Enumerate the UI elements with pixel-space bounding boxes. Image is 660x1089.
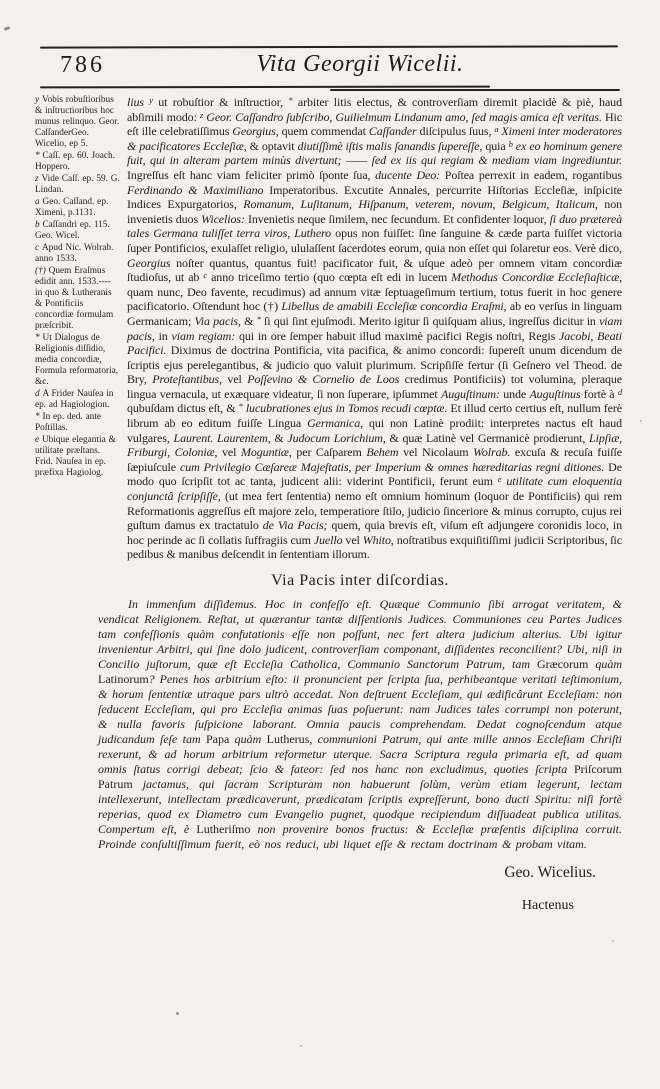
note-text: Caſſ. ep. 60. Joach. Hoppero. bbox=[35, 151, 115, 172]
page-title: Vita Georgii Wicelii. bbox=[256, 51, 464, 77]
note-text: In ep. ded. ante Poſtillas. bbox=[35, 412, 102, 433]
text-segment: Priſcorum Patrum bbox=[98, 762, 622, 791]
note-reference-mark: * bbox=[256, 313, 261, 324]
text-segment: , communioni Patrum, qui ante mille annos Eccleſiam Chriſti rexerunt, & ad horum arbitrium reformetur uterque. Sacra Scriptura regula primaria eſt, ad quam omnis ſtatus corrigi debeat; ſcio & fateor: ſed nos hanc non excludimus, quoties ſcripta bbox=[98, 732, 622, 776]
text-segment: , in bbox=[151, 328, 172, 343]
text-segment: noſter quantus, quantus fuit! pacificator fuit, & uſque adeò per omnem vitam concordiæ ſtudioſus, ut ab bbox=[127, 255, 622, 285]
scan-speckle bbox=[4, 26, 11, 31]
note-reference-mark: e bbox=[497, 474, 502, 485]
note-reference-mark: c bbox=[203, 270, 208, 281]
text-segment: , & bbox=[238, 313, 257, 328]
via-pacis-section bbox=[35, 572, 622, 882]
note-marker: a bbox=[35, 197, 43, 207]
text-segment: Lutherus bbox=[266, 732, 310, 746]
quote-paragraph bbox=[98, 597, 622, 852]
note-marker: (†) bbox=[35, 266, 49, 276]
note-marker: y bbox=[35, 95, 42, 105]
note-marker: * bbox=[35, 412, 43, 422]
text-segment: ? Penes hos arbitrium eſto: ii pronuncient per ſcripta ſua, perhibeantque veritati teſtimonium, & horum ſententiæ utraque pars ultrò accedat. Non deſtruent Eccleſiam, qui ædificârunt Eccleſiam: non ſeducent Eccleſiam, qui pro Eccleſia animas ſuas poſuerunt: nam Judices tales corrumpi non poterunt, & nulla favoris ſuſpicione laborant. Omnia paucis comprehendam. Dedat cognoſcendum atque judicandum ſeſe tam bbox=[98, 672, 622, 746]
text-segment: arbiter litis electus, & controverſiam diremit placidè & piè, haud abſimili modo: bbox=[127, 95, 622, 124]
text-segment: excuſa & recuſa fuiſſe ſæpiuſcule bbox=[127, 445, 622, 474]
text-segment: lius bbox=[127, 95, 150, 109]
text-segment: Behem bbox=[366, 445, 399, 460]
text-segment: lucubrationes ejus in Tomos recudi cœptæ. bbox=[242, 401, 448, 416]
page-number: 786 bbox=[60, 52, 105, 78]
text-segment: , vel bbox=[214, 445, 241, 460]
text-segment: Papa bbox=[206, 732, 230, 746]
note-text: Caſſandri ep. 115. Geo. Wicel. bbox=[35, 220, 110, 241]
text-segment: Wicelios: bbox=[201, 211, 245, 226]
text-segment: Georgius bbox=[232, 124, 276, 139]
text-segment: quia bbox=[482, 138, 509, 153]
main-content bbox=[35, 95, 622, 562]
margin-note bbox=[35, 197, 120, 219]
note-reference-mark: d bbox=[617, 386, 622, 397]
text-segment: non provenire bonos fructus: & Eccleſiæ præſentis diſciplina corruit. Proinde conſultiſſimum fuerit, eò nos reduci, ubi liquet eſſe & rectam doctrinam & probam vitam. bbox=[98, 822, 622, 851]
text-segment: Et illud certo certius eſt, nullum ferè librum ab eo editum fuiſſe Lingua bbox=[127, 401, 623, 431]
text-segment: , & quæ Latinè vel Germanicè prodierunt, bbox=[382, 430, 590, 445]
margin-notes bbox=[35, 95, 127, 480]
text-segment: , per Caſparem bbox=[288, 445, 367, 460]
text-segment: viam pacis bbox=[127, 313, 623, 343]
margin-note bbox=[35, 95, 120, 150]
text-segment: Diximus de doctrina Pontificia, vita pacifica, & animo concordi: ſupereſt unum dicendum de ſcriptis ejus perelegantibus, & judicio quo valuit plurimum. Scripſiſſe fertur (ſi Geſnero vel Theod. de Bry, bbox=[127, 343, 622, 387]
scan-speckle bbox=[176, 1012, 179, 1015]
margin-note bbox=[35, 412, 120, 434]
text-segment: qubuſdam dictus eſt, & bbox=[127, 401, 239, 416]
text-segment: non invenietis duos bbox=[127, 197, 622, 226]
text-segment: Imperatoribus. Excutite Annales, percurrite Hiſtorias Eccleſiæ, inſpicite Indices Expurgatorios, bbox=[127, 182, 622, 212]
text-segment: , & bbox=[267, 430, 288, 445]
text-segment: Georgius bbox=[127, 255, 171, 270]
text-segment: vel bbox=[342, 532, 363, 547]
note-text: Apud Nic. Wolrab. anno 1533. bbox=[35, 243, 114, 264]
note-marker: z bbox=[35, 174, 42, 184]
text-segment: Ximeni inter moderatores & pacificatores Eccleſiæ bbox=[127, 124, 622, 153]
text-segment: unde bbox=[499, 386, 530, 401]
text-segment: vel Nicolaum bbox=[398, 445, 474, 460]
scan-speckle bbox=[640, 420, 642, 422]
note-reference-mark: y bbox=[149, 95, 153, 106]
margin-note bbox=[35, 151, 120, 173]
text-segment: Methodus Concordiæ Eccleſiaſticæ bbox=[451, 270, 620, 285]
text-segment: quem, quia brevis eſt, viſum eſt adjungere coronidis loco, in hoc perinde ac ſi collatis ſuffragiis cum bbox=[127, 518, 622, 547]
text-segment: opus non fuiſſet: ſine ſanguine & cæde parta fuiſſet victoria ſuper Pontificios, exulaſſet religio, ululaſſent ſacerdotes eorum, quia non eſſet qui ſolaretur eos. Verè dico, bbox=[127, 226, 623, 255]
margin-note bbox=[35, 220, 120, 242]
note-text: Geo. Caſſand. ep. Ximeni, p.1131. bbox=[35, 197, 109, 218]
note-marker: * bbox=[35, 151, 43, 161]
note-text: A Frider Nauſea in ep. ad Hagiologion. bbox=[35, 389, 114, 410]
text-segment: , qui non Latinè prodiit: interpretes nactus eſt haud vulgares, bbox=[127, 416, 622, 445]
note-marker: d bbox=[35, 389, 43, 399]
text-segment: Germanica bbox=[307, 416, 361, 431]
text-segment: Proteſtantibus bbox=[152, 372, 220, 387]
text-segment: utilitate cum eloquentia conjunctâ ſcripſiſſe bbox=[127, 474, 623, 504]
note-text: Quem Eraſmus edidit ann. 1533.---- in quo & Lutheranis & Pontificiis concordiæ formulam præſcribit. bbox=[35, 266, 114, 331]
scan-speckle bbox=[612, 940, 614, 942]
text-segment: Romanum, Luſitanum, Hiſpanum, veterem, novum, Belgicum, Italicum, bbox=[243, 197, 598, 212]
text-segment: , quam nunc, Deo favente, recudimus) ad annum vitæ ſeptuageſimum tertium, totus fuerit in hoc genere pacificatorio. Oſtendunt hoc (†) bbox=[127, 270, 622, 314]
note-marker: e bbox=[35, 435, 42, 445]
note-reference-mark: a bbox=[494, 124, 499, 135]
text-segment: , vel bbox=[219, 372, 248, 387]
text-segment: ducente Deo: bbox=[375, 167, 441, 182]
note-text: Ut Dialogus de Religionis diſſidio, media concordiæ, Formula reformatoria, &c. bbox=[35, 333, 119, 387]
text-segment: Judocum Lorichium bbox=[287, 430, 383, 445]
text-segment: , (ut mea fert ſententia) nemo eſt omnium hominum (loquor de Pontificiis) qui rem Reformationis aggreſſus eſt majore zelo, temperatiore ſtilo, judicio ſinceriore & minus corrupto, cujus rei guſtum damus ex tractatulo bbox=[127, 489, 622, 533]
text-segment: quàm bbox=[229, 732, 267, 746]
text-segment: , ab eo verſus in linguam Germanicam; bbox=[127, 299, 622, 328]
page-body bbox=[35, 95, 622, 914]
note-marker: * bbox=[35, 333, 43, 343]
text-segment: In immenſum diſſidemus. Hoc in confeſſo eſt. Quæque Communio ſibi arrogat veritatem, & vendicat Religionem. Reſtat, ut quærantur tantæ diſſentionis Judices. Communiones ceu Partes Judices tam confeſſionis quàm confutationis eſſe non poſſunt, nec fert altera judicium alterius. Ubi igitur invenientur Arbitri, qui ſine dolo judicent, controverſiam componant, diſſidentes reconcilient? Ubi, niſi in Concilio juſtorum, quæ eſt Eccleſia Catholica, Communio Sanctorum Patrum, tam bbox=[98, 597, 622, 671]
text-segment: Ingreſſus eſt hanc viam feliciter primò ſponte ſua, bbox=[127, 167, 376, 182]
note-reference-mark: * bbox=[288, 95, 293, 106]
text-segment: ut robuſtior & inſtructior, bbox=[152, 95, 289, 109]
note-reference-mark: b bbox=[508, 138, 513, 149]
catchword: Hactenus bbox=[521, 898, 574, 913]
margin-note bbox=[35, 174, 120, 196]
text-segment: , quem commendat bbox=[275, 124, 369, 139]
text-segment: Caſſander bbox=[368, 124, 417, 139]
note-text: Vobis robuſtioribus & inſtructioribus hoc munus relinquo. Geor. CaſſanderGeo. Wicelio, ep 5. bbox=[35, 95, 120, 149]
text-segment: Latinorum bbox=[98, 672, 149, 686]
note-reference-mark: * bbox=[238, 401, 243, 412]
text-segment: Poſſevino & Cornelio de Loos bbox=[247, 372, 400, 387]
note-reference-mark: z bbox=[199, 109, 204, 120]
note-text: Ubique elegantia & utilitate præſtans. Frid. Nauſea in ep. præfixa Hagiolog. bbox=[35, 435, 116, 478]
text-segment: Auguſtinum: bbox=[440, 386, 500, 401]
header-rule-bottom-segment bbox=[330, 89, 620, 91]
text-segment: credimus Pontificiis) tot volumina, pleraque lingua vernacula, ut exæquare videatur, ſi non ſuperare, ipſummet bbox=[127, 372, 623, 401]
text-segment: De modo quo ſcripſit tot ac tanta, judicent alii: viderint Pontificii, ferunt eum bbox=[127, 459, 622, 489]
scan-speckle bbox=[300, 1045, 302, 1047]
text-segment: Wolrab. bbox=[473, 445, 511, 460]
text-segment: viam regiam: bbox=[171, 328, 236, 343]
margin-note bbox=[35, 435, 120, 479]
text-segment: Lipſiæ, Friburgi, Coloniæ bbox=[127, 430, 622, 460]
text-segment: de Via Pacis; bbox=[262, 518, 328, 533]
text-segment: ſi qui ſint ejuſmodi. Merito igitur ſi quiſquam alius, ingreſſus dicitur in bbox=[260, 313, 600, 328]
text-segment: ex eo hominum genere fuit, qui in alteram partem minùs divertunt; —— ſed ex iis qui regiam & mediam viam ingrediuntur. bbox=[127, 138, 622, 168]
text-segment: fortè à bbox=[580, 386, 618, 401]
text-segment: Auguſtinus bbox=[529, 386, 581, 401]
text-segment: qui in ore ſemper habuit illud maximè pacifici Regis noſtri, Regis bbox=[235, 328, 560, 343]
text-segment: anno triceſimo tertio (quo cœpta eſt edi in lucem bbox=[207, 270, 452, 285]
note-marker: c bbox=[35, 243, 42, 253]
text-segment: Whito bbox=[362, 532, 391, 547]
margin-note bbox=[35, 389, 120, 411]
text-segment: jactamus, qui ſacram Scripturam non habuerunt ſolùm, verùm etiam legerunt, lectam intellexerunt, intellectam prædicaverunt, prædicatam ſcriptis expreſſerunt, bono ducti Spiritu: niſi fortè reperias, quod ex Diametro cum Evangelio pugnet, quodque recipiendum diſſuadeat publica utilitas. Compertum eſt, è bbox=[98, 777, 622, 836]
margin-note bbox=[35, 243, 120, 265]
text-segment: Invenietis neque ſimilem, nec ſecundum. Et confidenter loquor, bbox=[244, 211, 550, 226]
text-segment: Poſtea perrexit in eadem, rogantibus bbox=[440, 167, 622, 182]
text-segment: Moguntiæ bbox=[240, 445, 289, 460]
text-segment: Græcorum bbox=[537, 657, 589, 671]
margin-note bbox=[35, 266, 120, 332]
text-segment: , & optavit bbox=[243, 138, 298, 153]
text-segment: Ferdinando & Maximiliano bbox=[127, 182, 264, 197]
main-paragraph bbox=[127, 95, 622, 562]
text-segment: diſcipulus ſuus, bbox=[416, 124, 495, 139]
text-segment: Laurent. Laurentem bbox=[173, 430, 268, 445]
text-segment: diutiſſimè iſtis malis ſanandis ſupereſſe, bbox=[297, 138, 483, 153]
text-segment: Geor. Caſſandro ſubſcribo, Guilielmum Lindanum amo, ſed magis amica eſt veritas. bbox=[203, 109, 602, 124]
header-rule-top bbox=[40, 45, 618, 48]
header-rule-bottom bbox=[40, 86, 490, 89]
text-segment: , noſtratibus exquiſitiſſimi judicii Scriptoribus, ſic pedibus & manibus deſcendit in ſententiam illorum. bbox=[127, 532, 622, 562]
text-segment: Jacobi, Beati Pacifici. bbox=[127, 328, 622, 358]
text-segment: Lutheriſmo bbox=[196, 822, 251, 836]
note-text: Vide Caſſ. ep. 59. G. Lindan. bbox=[35, 174, 120, 195]
signature: Geo. Wicelius. bbox=[504, 864, 596, 881]
main-text bbox=[127, 95, 622, 562]
margin-note bbox=[35, 333, 120, 388]
text-segment: Hic eſt ille celebratiſſimus bbox=[127, 109, 622, 139]
section-heading: Via Pacis inter diſcordias. bbox=[271, 572, 449, 589]
text-segment: cum Privilegio Cæſareæ Majeſtatis, per Imperium & omnes hæreditarias regni ditiones. bbox=[179, 459, 605, 474]
text-segment: Juello bbox=[313, 532, 343, 547]
text-segment: ſi duo prætereà tales Germana tuliſſet terra viros, Luthero bbox=[127, 211, 623, 241]
text-segment: quàm bbox=[588, 657, 622, 671]
text-segment: Libellus de amabili Eccleſiæ concordia Eraſmi bbox=[281, 299, 504, 314]
text-segment: Via pacis bbox=[194, 313, 238, 328]
note-marker: b bbox=[35, 220, 43, 230]
